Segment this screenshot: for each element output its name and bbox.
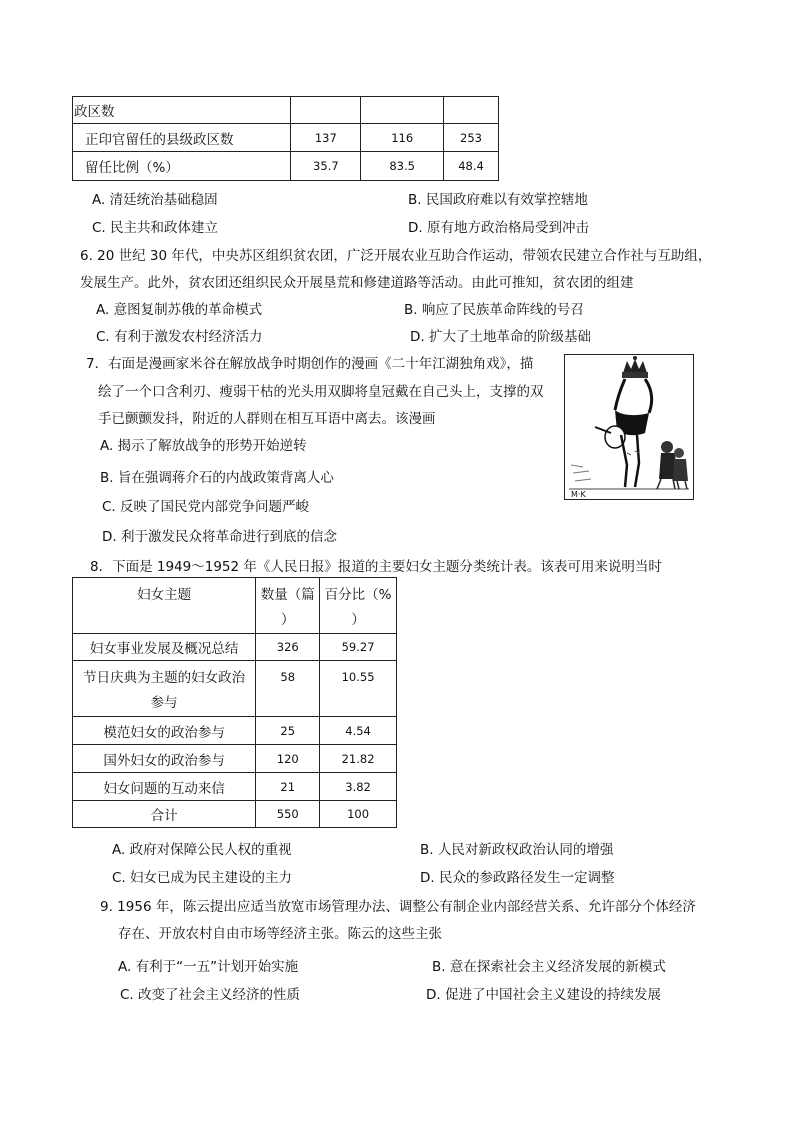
- theme-line2: 参与: [150, 695, 178, 711]
- table-row: [73, 745, 397, 773]
- cell: [291, 97, 361, 124]
- q7-option-a: A. 揭示了解放战争的形势开始逆转: [100, 438, 307, 454]
- percent-cell: 100: [320, 801, 397, 828]
- cell: 83.5: [361, 152, 444, 181]
- q7-stem-line1: 7．右面是漫画家米谷在解放战争时期创作的漫画《二十年江湖独角戏》，描: [86, 356, 534, 372]
- cell: 35.7: [291, 152, 361, 181]
- q5-option-d: D. 原有地方政治格局受到冲击: [408, 220, 589, 236]
- cartoon-signature: M·K: [571, 490, 586, 499]
- table-row: [73, 773, 397, 801]
- q7-option-c: C. 反映了国民党内部党争问题严峻: [102, 499, 310, 515]
- q9-stem-line2: 存在、开放农村自由市场等经济主张。陈云的这些主张: [118, 926, 442, 942]
- q9-option-c: C. 改变了社会主义经济的性质: [120, 987, 301, 1003]
- table-row: [73, 801, 397, 828]
- cartoon-drawing: [565, 355, 693, 499]
- percent-cell: 21.82: [320, 745, 397, 773]
- q6-option-c: C. 有利于激发农村经济活力: [96, 329, 263, 345]
- theme-cell: 妇女事业发展及概况总结: [73, 634, 256, 661]
- theme-cell: [73, 661, 256, 717]
- q7-option-b: B. 旨在强调蒋介石的内战政策背离人心: [100, 470, 334, 486]
- row-label: 政区数: [73, 97, 291, 124]
- q8-option-d: D. 民众的参政路径发生一定调整: [420, 870, 615, 886]
- count-cell: 326: [256, 634, 320, 661]
- q8-option-a: A. 政府对保障公民人权的重视: [112, 842, 292, 858]
- table-row: [73, 124, 499, 152]
- cartoon-image: [564, 354, 694, 500]
- count-cell: 58: [256, 661, 320, 717]
- q7-stem-line2: 绘了一个口含利刃、瘦弱干枯的光头用双脚将皇冠戴在自己头上，支撑的双: [98, 384, 544, 400]
- q9-stem-line1: 9. 1956 年，陈云提出应适当放宽市场管理办法、调整公有制企业内部经营关系、允许部分个体经济: [100, 899, 696, 915]
- county-retention-table: [72, 96, 499, 181]
- header-percent: [320, 578, 397, 634]
- percent-cell: 4.54: [320, 717, 397, 745]
- percent-cell: 3.82: [320, 773, 397, 801]
- percent-cell: 59.27: [320, 634, 397, 661]
- cell: [361, 97, 444, 124]
- q8-option-c: C. 妇女已成为民主建设的主力: [112, 870, 293, 886]
- row-label: 留任比例（%）: [73, 152, 291, 181]
- table-row: [73, 97, 499, 124]
- q9-option-d: D. 促进了中国社会主义建设的持续发展: [426, 987, 661, 1003]
- cell: 137: [291, 124, 361, 152]
- q9-option-b: B. 意在探索社会主义经济发展的新模式: [432, 959, 666, 975]
- theme-cell: 妇女问题的互动来信: [73, 773, 256, 801]
- theme-cell: 模范妇女的政治参与: [73, 717, 256, 745]
- cell: 116: [361, 124, 444, 152]
- q5-option-a: A. 清廷统治基础稳固: [92, 192, 218, 208]
- q8-stem: 8．下面是 1949～1952 年《人民日报》报道的主要妇女主题分类统计表。该表可用来说明当时: [90, 559, 662, 575]
- theme-cell: 国外妇女的政治参与: [73, 745, 256, 773]
- header-count-line2: ）: [280, 612, 295, 628]
- table-row: [73, 152, 499, 181]
- header-percent-line2: ）: [351, 612, 365, 628]
- cell: 48.4: [444, 152, 499, 181]
- cell: [444, 97, 499, 124]
- q7-option-d: D. 利于激发民众将革命进行到底的信念: [102, 529, 337, 545]
- header-theme: 妇女主题: [73, 578, 256, 634]
- count-cell: 25: [256, 717, 320, 745]
- theme-cell: 合计: [73, 801, 256, 828]
- q7-stem-line3: 手已颤颤发抖，附近的人群则在相互耳语中离去。该漫画: [98, 411, 436, 427]
- q6-stem-line1: 6. 20 世纪 30 年代，中央苏区组织贫农团，广泛开展农业互助合作运动，带领农民建立合作社与互助组，: [80, 248, 712, 264]
- cell: 253: [444, 124, 499, 152]
- count-cell: 120: [256, 745, 320, 773]
- header-count-line1: 数量（篇: [260, 587, 315, 603]
- table-row: [73, 634, 397, 661]
- count-cell: 21: [256, 773, 320, 801]
- header-count: [256, 578, 320, 634]
- percent-cell: 10.55: [320, 661, 397, 717]
- q6-option-d: D. 扩大了土地革命的阶级基础: [410, 329, 591, 345]
- womens-topic-table: [72, 577, 397, 828]
- theme-line1: 节日庆典为主题的妇女政治: [83, 670, 246, 686]
- q6-option-a: A. 意图复制苏俄的革命模式: [96, 302, 263, 318]
- q5-option-b: B. 民国政府难以有效掌控辖地: [408, 192, 588, 208]
- table-row: [73, 661, 397, 717]
- q8-option-b: B. 人民对新政权政治认同的增强: [420, 842, 614, 858]
- header-percent-line1: 百分比（%: [324, 587, 392, 603]
- q6-option-b: B. 响应了民族革命阵线的号召: [404, 302, 584, 318]
- row-label: 正印官留任的县级政区数: [73, 124, 291, 152]
- q9-option-a: A. 有利于“一五”计划开始实施: [118, 959, 299, 975]
- table-row: [73, 717, 397, 745]
- q6-stem-line2: 发展生产。此外，贫农团还组织民众开展垦荒和修建道路等活动。由此可推知，贫农团的组建: [80, 275, 634, 291]
- table-header-row: [73, 578, 397, 634]
- count-cell: 550: [256, 801, 320, 828]
- q5-option-c: C. 民主共和政体建立: [92, 220, 219, 236]
